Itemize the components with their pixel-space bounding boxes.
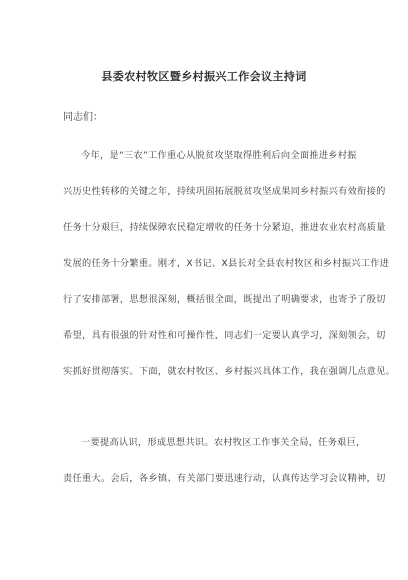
paragraph-line: 希望，具有很强的针对性和可操作性，同志们一定要认真学习，深刻领会，切 — [63, 330, 386, 341]
document-title: 县委农村牧区暨乡村振兴工作会议主持词 — [101, 70, 307, 83]
paragraph-line: 兴历史性转移的关键之年，持续巩固拓展脱贫攻坚成果同乡村振兴有效衔接的 — [63, 186, 386, 197]
paragraph-line: 发展的任务十分繁重。刚才，X书记、X县长对全县农村牧区和乡村振兴工作进 — [63, 258, 390, 269]
paragraph-line: 任务十分艰巨，持续保障农民稳定增收的任务十分紧迫，推进农业农村高质量 — [63, 222, 386, 233]
salutation: 同志们： — [63, 112, 103, 123]
paragraph-line: 责任重大。会后，各乡镇、有关部门要迅速行动，认真传达学习会议精神，切 — [63, 473, 386, 484]
paragraph-line: 行了安排部署，思想很深刻，概括很全面，既提出了明确要求，也寄予了殷切 — [63, 294, 386, 305]
paragraph-line: 实抓好贯彻落实。下面，就农村牧区、乡村振兴具体工作，我在强调几点意见。 — [63, 366, 396, 377]
paragraph-line: 一要提高认识，形成思想共识。农村牧区工作事关全局，任务艰巨， — [81, 437, 366, 448]
paragraph-line: 今年，是“三农”工作重心从脱贫攻坚取得胜利后向全面推进乡村振 — [81, 150, 357, 161]
